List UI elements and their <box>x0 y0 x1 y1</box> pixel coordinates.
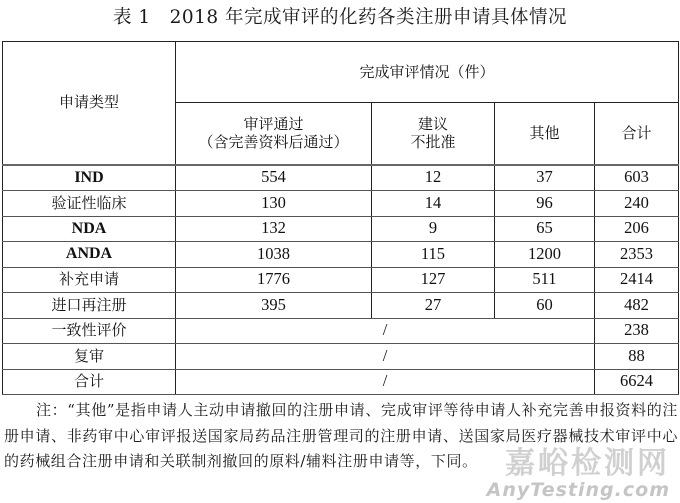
row-type: 复审 <box>3 344 176 370</box>
header-total: 合计 <box>595 103 679 165</box>
cell-merged-na: / <box>176 344 595 370</box>
cell-other: 65 <box>495 216 595 242</box>
cell-total: 88 <box>595 344 679 370</box>
cell-total: 603 <box>595 165 679 191</box>
row-type: IND <box>3 165 176 191</box>
row-type: 验证性临床 <box>3 191 176 217</box>
header-other: 其他 <box>495 103 595 165</box>
table-title: 表 1 2018 年完成审评的化药各类注册申请具体情况 <box>112 7 568 28</box>
table-row-grand-total <box>3 369 679 395</box>
table-row <box>3 191 679 217</box>
cell-approved: 1038 <box>176 242 372 268</box>
table-row <box>3 293 679 319</box>
cell-approved: 554 <box>176 165 372 191</box>
header-approved-line2: （含完善资料后通过） <box>198 133 349 152</box>
row-type: 进口再注册 <box>3 293 176 319</box>
cell-total: 206 <box>595 216 679 242</box>
row-type: 一致性评价 <box>3 318 176 344</box>
cell-total: 2353 <box>595 242 679 268</box>
cell-total: 238 <box>595 318 679 344</box>
header-review-status-group: 完成审评情况（件） <box>176 42 679 103</box>
cell-approved: 395 <box>176 293 372 319</box>
header-rejected <box>372 103 495 165</box>
header-approved-line1: 审评通过 <box>243 114 304 133</box>
table-row-merged <box>3 344 679 370</box>
row-type: 补充申请 <box>3 267 176 293</box>
table-row <box>3 267 679 293</box>
cell-rejected: 115 <box>372 242 495 268</box>
cell-merged-na: / <box>176 369 595 395</box>
cell-rejected: 14 <box>372 191 495 217</box>
cell-rejected: 127 <box>372 267 495 293</box>
cell-other: 96 <box>495 191 595 217</box>
row-type: NDA <box>3 216 176 242</box>
row-type: ANDA <box>3 242 176 268</box>
cell-total: 482 <box>595 293 679 319</box>
cell-other: 1200 <box>495 242 595 268</box>
table-row <box>3 216 679 242</box>
cell-merged-na: / <box>176 318 595 344</box>
cell-rejected: 9 <box>372 216 495 242</box>
header-approved <box>176 103 372 165</box>
cell-other: 60 <box>495 293 595 319</box>
cell-total: 240 <box>595 191 679 217</box>
table-row-merged <box>3 318 679 344</box>
watermark-english: AnyTesting.com <box>486 479 670 501</box>
header-rejected-line2: 不批准 <box>410 133 456 152</box>
cell-other: 511 <box>495 267 595 293</box>
table-footnote: 注：“其他”是指申请人主动申请撤回的注册申请、完成审评等待申请人补充完善申报资料的注册申请、非药审中心审评报送国家局药品注册管理司的注册申请、送国家局医疗器械技术审评中心的药械组合注册申请和关联制剂撤回的原料/辅料注册申请等，下同。 <box>4 401 678 470</box>
cell-total: 2414 <box>595 267 679 293</box>
cell-approved: 132 <box>176 216 372 242</box>
review-statistics-table <box>2 41 679 395</box>
cell-rejected: 27 <box>372 293 495 319</box>
row-type: 合计 <box>3 369 176 395</box>
cell-grand-total: 6624 <box>595 369 679 395</box>
cell-other: 37 <box>495 165 595 191</box>
table-row <box>3 165 679 191</box>
header-application-type: 申请类型 <box>3 42 176 165</box>
cell-approved: 130 <box>176 191 372 217</box>
header-rejected-line1: 建议 <box>417 114 448 133</box>
header-row-top <box>3 42 679 103</box>
cell-approved: 1776 <box>176 267 372 293</box>
watermark-chinese: 嘉峪检测网 <box>505 446 670 481</box>
table-row <box>3 242 679 268</box>
cell-rejected: 12 <box>372 165 495 191</box>
